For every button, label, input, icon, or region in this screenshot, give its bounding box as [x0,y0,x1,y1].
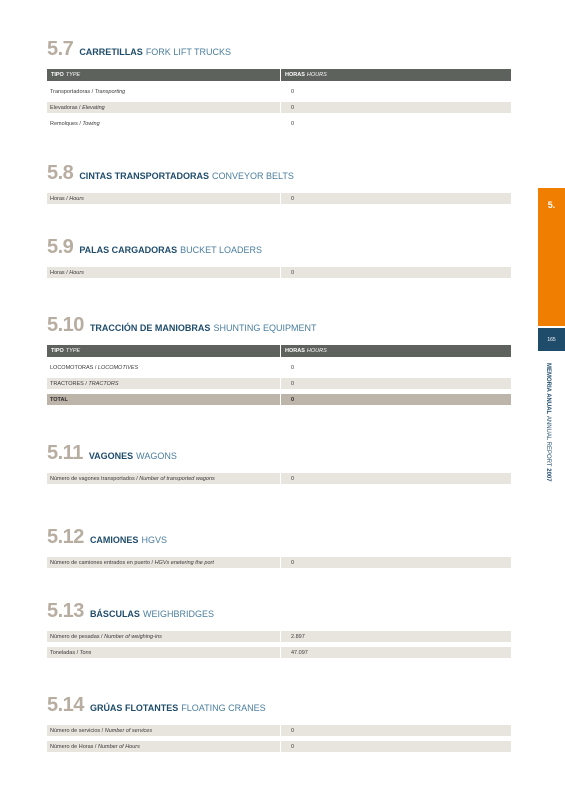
section-floating-cranes [47,694,511,752]
row-label-es: Remolques / [50,120,83,127]
row-value: 0 [280,193,511,204]
row-label-en: Number of transported wagons [139,475,215,482]
row-value: 0 [280,267,511,278]
section-number: 5.13 [47,600,84,622]
section-number: 5.11 [47,442,83,464]
row-label-en: Hours [69,195,84,202]
table-row [47,725,511,736]
header-hours-es: HORAS [285,72,305,78]
row-label-en: Tons [79,649,92,656]
row-value: 0 [280,725,511,736]
table-row [47,362,511,373]
chapter-tab: 5. [538,188,565,326]
report-title-en: ANNUAL REPORT [545,415,551,467]
row-label-es: Transportadoras / [50,88,95,95]
row-label-en: Towing [82,120,100,127]
section-shunting-equipment [47,314,511,405]
row-value: 0 [280,557,511,568]
section-title-en: CONVEYOR BELTS [211,171,294,181]
row-label-es: Toneladas / [50,649,80,656]
section-title-en: HGVS [141,535,167,545]
row-value: 0 [280,118,511,129]
row-value: 0 [280,102,511,113]
section-title-en: BUCKET LOADERS [180,245,263,255]
header-type-es: TIPO [51,72,64,78]
report-title-vertical [545,363,551,482]
section-title-en: FLOATING CRANES [181,703,266,713]
section-conveyor-belts [47,162,511,204]
section-title-es: VAGONES [88,451,134,461]
row-value: 0 [280,86,511,97]
row-label-es: LOCOMOTORAS / [50,364,98,371]
table-row [47,193,511,204]
section-heading [47,442,511,468]
table-row [47,86,511,97]
row-label-es: Número de servicios / [50,727,105,734]
section-wagons [47,442,511,484]
header-type-es: TIPO [51,348,64,354]
section-title-es: TRACCIÓN DE MANIOBRAS [89,323,211,333]
section-fork-lift-trucks [47,38,511,129]
section-number: 5.7 [47,38,74,60]
row-value: 0 [280,473,511,484]
row-value: 2.897 [280,631,511,642]
row-label-en: Elevating [82,104,105,111]
section-number: 5.8 [47,162,74,184]
total-label: TOTAL [50,396,68,403]
table-row [47,557,511,568]
section-heading [47,600,511,626]
row-value: 0 [280,362,511,373]
row-label-es: Horas / [50,269,70,276]
header-hours-en: HOURS [306,348,327,354]
section-title-en: FORK LIFT TRUCKS [145,47,231,57]
row-label-en: TRACTORS [88,380,119,387]
section-title-es: CARRETILLAS [79,47,143,57]
row-label-en: Number of services [104,727,153,734]
table-header [47,69,511,81]
report-year: 2007 [545,468,551,482]
row-label-es: Número de vagones transportados / [50,475,140,482]
section-title-es: BÁSCULAS [89,609,140,619]
row-label-es: Número de pesadas / [50,633,105,640]
section-hgvs [47,526,511,568]
section-title-en: WAGONS [136,451,177,461]
row-label-en: Transporting [94,88,126,95]
section-weighbridges [47,600,511,658]
table-row [47,473,511,484]
row-value: 47.097 [280,647,511,658]
section-title-es: PALAS CARGADORAS [79,245,178,255]
row-label-es: Elevadoras / [50,104,83,111]
table-row [47,118,511,129]
section-heading [47,236,511,262]
section-number: 5.14 [47,694,84,716]
table-row [47,647,511,658]
table-row [47,741,511,752]
row-label-en: Hours [69,269,84,276]
section-number: 5.12 [47,526,84,548]
row-label-en: Number of Hours [98,743,140,750]
page-number: 165 [538,328,565,351]
section-title-es: CINTAS TRANSPORTADORAS [79,171,209,181]
section-heading [47,526,511,552]
section-number: 5.9 [47,236,74,258]
table-row [47,631,511,642]
row-label-es: Número de camiones entrados en puerto / [50,559,155,566]
section-bucket-loaders [47,236,511,278]
header-hours-es: HORAS [285,348,305,354]
total-value: 0 [280,394,511,405]
header-type-en: TYPE [65,348,81,354]
section-heading [47,314,511,340]
report-title-es: MEMORIA ANUAL [545,363,551,415]
section-number: 5.10 [47,314,84,336]
section-title-en: WEIGHBRIDGES [142,609,214,619]
table-header [47,345,511,357]
header-type-en: TYPE [65,72,81,78]
row-value: 0 [280,741,511,752]
header-hours-en: HOURS [306,72,327,78]
row-label-en: LOCOMOTIVES [97,364,139,371]
row-label-en: HGVs enetering the port [154,559,214,566]
section-heading [47,162,511,188]
row-label-en: Number of weighing-ins [104,633,162,640]
row-value: 0 [280,378,511,389]
total-row [47,394,511,405]
row-label-es: TRACTORES / [50,380,89,387]
row-label-es: Número de Horas / [50,743,98,750]
section-heading [47,38,511,64]
table-row [47,102,511,113]
section-title-es: GRÚAS FLOTANTES [89,703,179,713]
row-label-es: Horas / [50,195,70,202]
table-row [47,378,511,389]
section-title-es: CAMIONES [89,535,139,545]
table-row [47,267,511,278]
section-heading [47,694,511,720]
section-title-en: SHUNTING EQUIPMENT [213,323,317,333]
